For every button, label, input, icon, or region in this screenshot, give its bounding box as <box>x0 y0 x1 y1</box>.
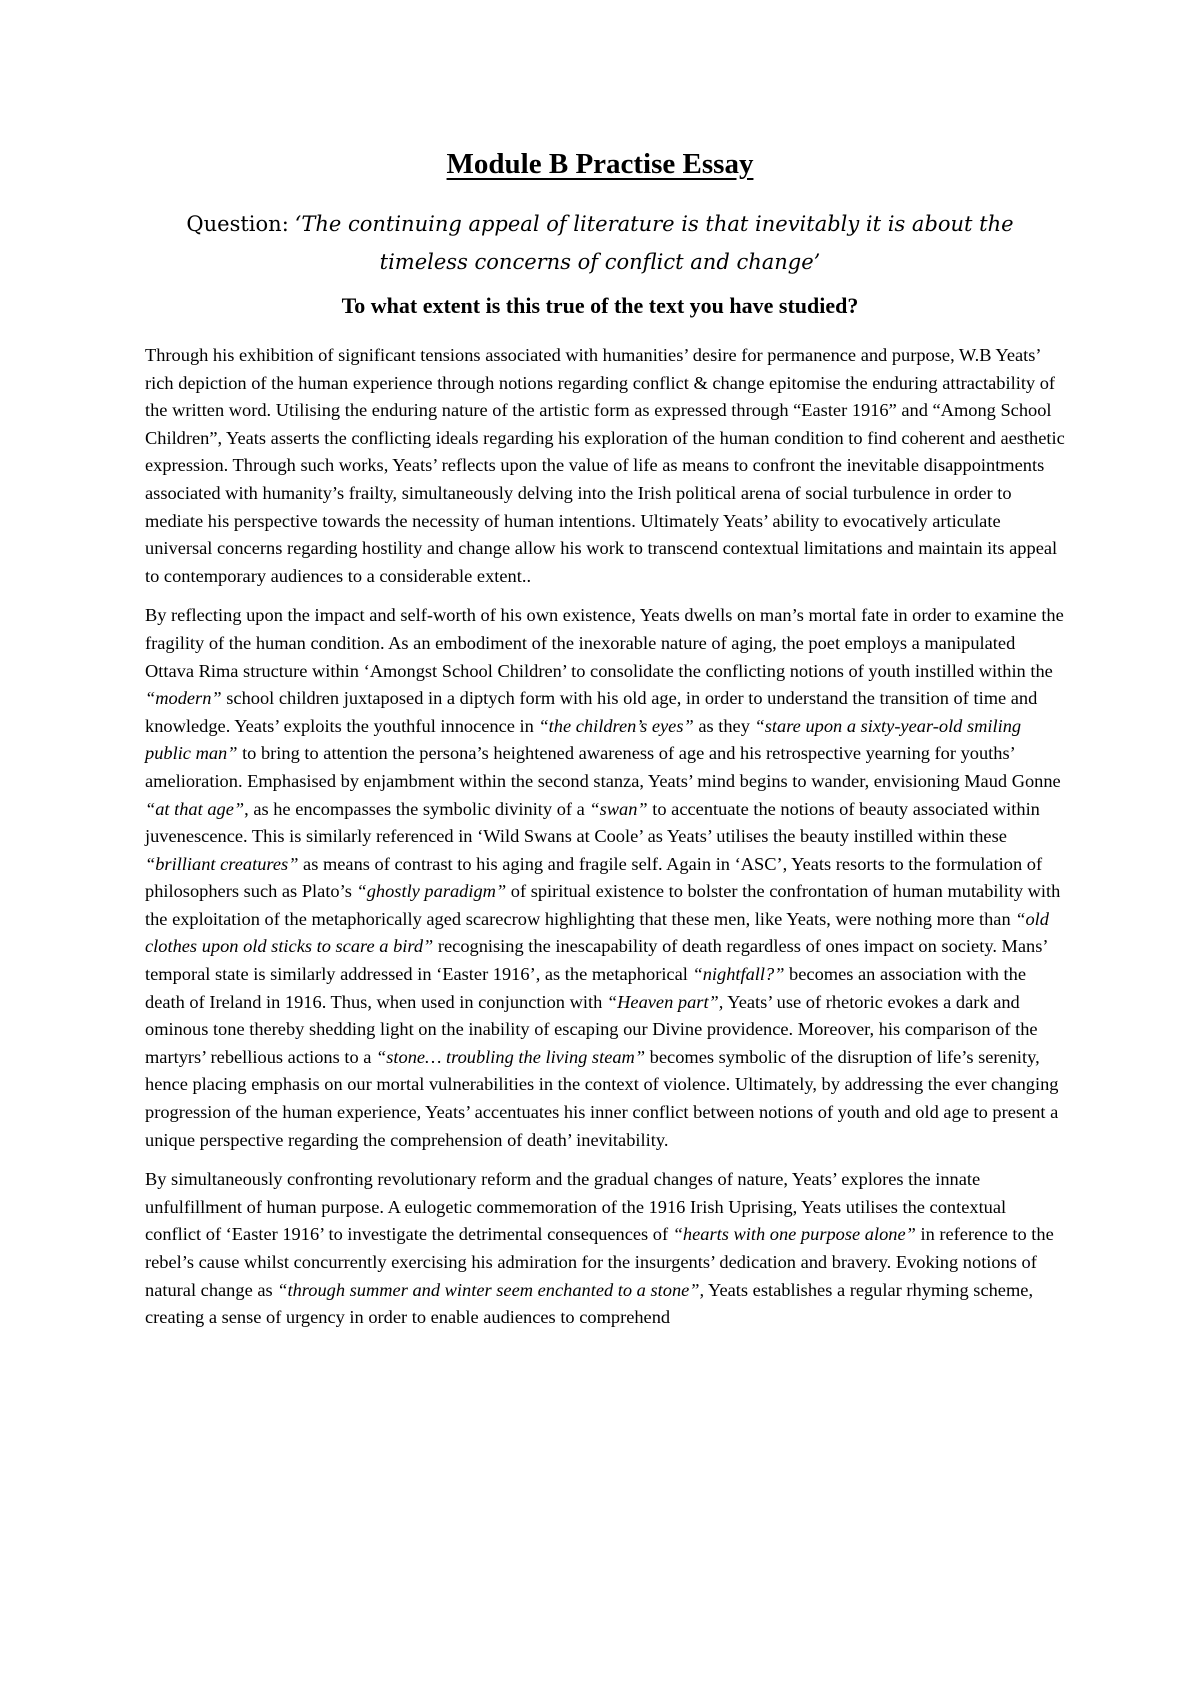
question-label: Question: <box>186 212 289 236</box>
text-run: Yeats’ use of rhetoric evokes a dark and ominous tone thereby shedding light on the inability of escaping our Divine providence. Moreover, his comparison of the martyrs’ rebellious actions to a <box>145 991 1038 1067</box>
quotation: “the children’s eyes” <box>538 715 694 736</box>
text-run: becomes symbolic of the disruption of life’s serenity, hence placing emphasis on our mortal vulnerabilities in the context of violence. Ultimately, by addressing the ever changing progression of the human experience, Yeats’ accentuates his inner conflict between notions of youth and old age to present a unique perspective regarding the comprehension of death’ inevitability. <box>145 1046 1059 1150</box>
essay-subheading: To what extent is this true of the text you have studied? <box>341 293 859 318</box>
quotation: “through summer and winter seem enchanted to a stone”, <box>277 1279 705 1300</box>
text-run: Through his exhibition of significant tensions associated with humanities’ desire for permanence and purpose, W.B Yeats’ rich depiction of the human experience through notions regarding conflict & change epitomise the enduring attractability of the written word. Utilising the enduring nature of the artistic form as expressed through “Easter 1916” and “Among School Children”, Yeats asserts the conflicting ideals regarding his exploration of the human condition to find coherent and aesthetic expression. Through such works, Yeats’ reflects upon the value of life as means to confront the inevitable disappointments associated with humanity’s frailty, simultaneously delving into the Irish political arena of social turbulence in order to mediate his perspective towards the necessity of human intentions. Ultimately Yeats’ ability to evocatively articulate universal concerns regarding hostility and change allow his work to transcend contextual limitations and maintain its appeal to contemporary audiences to a considerable extent.. <box>145 345 1065 586</box>
quotation: “Heaven part”, <box>606 991 724 1012</box>
text-run: Yeats establishes a regular rhyming scheme, creating a sense of urgency in order to enable audiences to comprehend <box>145 1279 1034 1328</box>
text-run: as they <box>693 715 755 736</box>
text-run: becomes an association with the death of Ireland in 1916. Thus, when used in conjunction with <box>145 964 1027 1012</box>
quotation: “brilliant creatures” <box>145 853 299 874</box>
text-run: By simultaneously confronting revolutionary reform and the gradual changes of nature, Yeats’ explores the innate unfulfillment of human purpose. A eulogetic commemoration of the 1916 Irish Uprising, Yeats utilises the contextual conflict of ‘Easter 1916’ to investigate the detrimental consequences of <box>145 1169 1007 1245</box>
quotation: “swan” <box>589 798 648 819</box>
quotation: “hearts with one purpose alone” <box>672 1224 916 1245</box>
paragraph-3 <box>145 1166 1065 1332</box>
text-run: of spiritual existence to bolster the confrontation of human mutability with the exploitation of the metaphorically aged scarecrow highlighting that these men, like Yeats, were nothing more than <box>145 881 1061 929</box>
text-run: in reference to the rebel’s cause whilst concurrently exercising his admiration for the insurgents’ dedication and bravery. Evoking notions of natural change as <box>145 1224 1054 1300</box>
quotation: “ghostly paradigm” <box>356 881 507 902</box>
text-run: to accentuate the notions of beauty associated within juvenescence. This is similarly referenced in ‘Wild Swans at Coole’ as Yeats’ utilises the beauty instilled within these <box>145 798 1040 847</box>
text-run: to bring to attention the persona’s heightened awareness of age and his retrospective yearning for youths’ amelioration. Emphasised by enjambment within the second stanza, Yeats’ mind begins to wander, envisioning Maud Gonne <box>145 743 1061 791</box>
text-run: recognising the inescapability of death regardless of ones impact on society. Mans’ temporal state is similarly addressed in ‘Easter 1916’, as the metaphorical <box>145 936 1048 985</box>
essay-question <box>140 205 1060 281</box>
text-run: as means of contrast to his aging and fragile self. Again in ‘ASC’, Yeats resorts to the formulation of philosophers such as Plato’s <box>145 853 1043 902</box>
quotation: “nightfall?” <box>692 964 785 985</box>
quotation: “old clothes upon old sticks to scare a bird” <box>145 908 1049 957</box>
text-run: , as he encompasses the symbolic divinity of a <box>244 798 590 819</box>
quotation: “at that age” <box>145 798 245 819</box>
quotation: “modern” <box>145 688 222 709</box>
document-title: Module B Practise Essay <box>446 148 754 180</box>
paragraph-2 <box>145 602 1065 1154</box>
text-run: school children juxtaposed in a diptych form with his old age, in order to understand the transition of time and knowledge. Yeats’ exploits the youthful innocence in <box>145 688 1038 736</box>
essay-body <box>145 342 1065 1344</box>
question-text: ‘The continuing appeal of literature is that inevitably it is about the timeless concerns of conflict and change’ <box>294 212 1014 274</box>
paragraph-1 <box>145 342 1065 590</box>
text-run: By reflecting upon the impact and self-worth of his own existence, Yeats dwells on man’s mortal fate in order to examine the fragility of the human condition. As an embodiment of the inexorable nature of aging, the poet employs a manipulated Ottava Rima structure within ‘Amongst School Children’ to consolidate the conflicting notions of youth instilled within the <box>145 605 1064 681</box>
quotation: “stare upon a sixty-year-old smiling public man” <box>145 715 1022 764</box>
quotation: “stone… troubling the living steam” <box>376 1046 646 1067</box>
